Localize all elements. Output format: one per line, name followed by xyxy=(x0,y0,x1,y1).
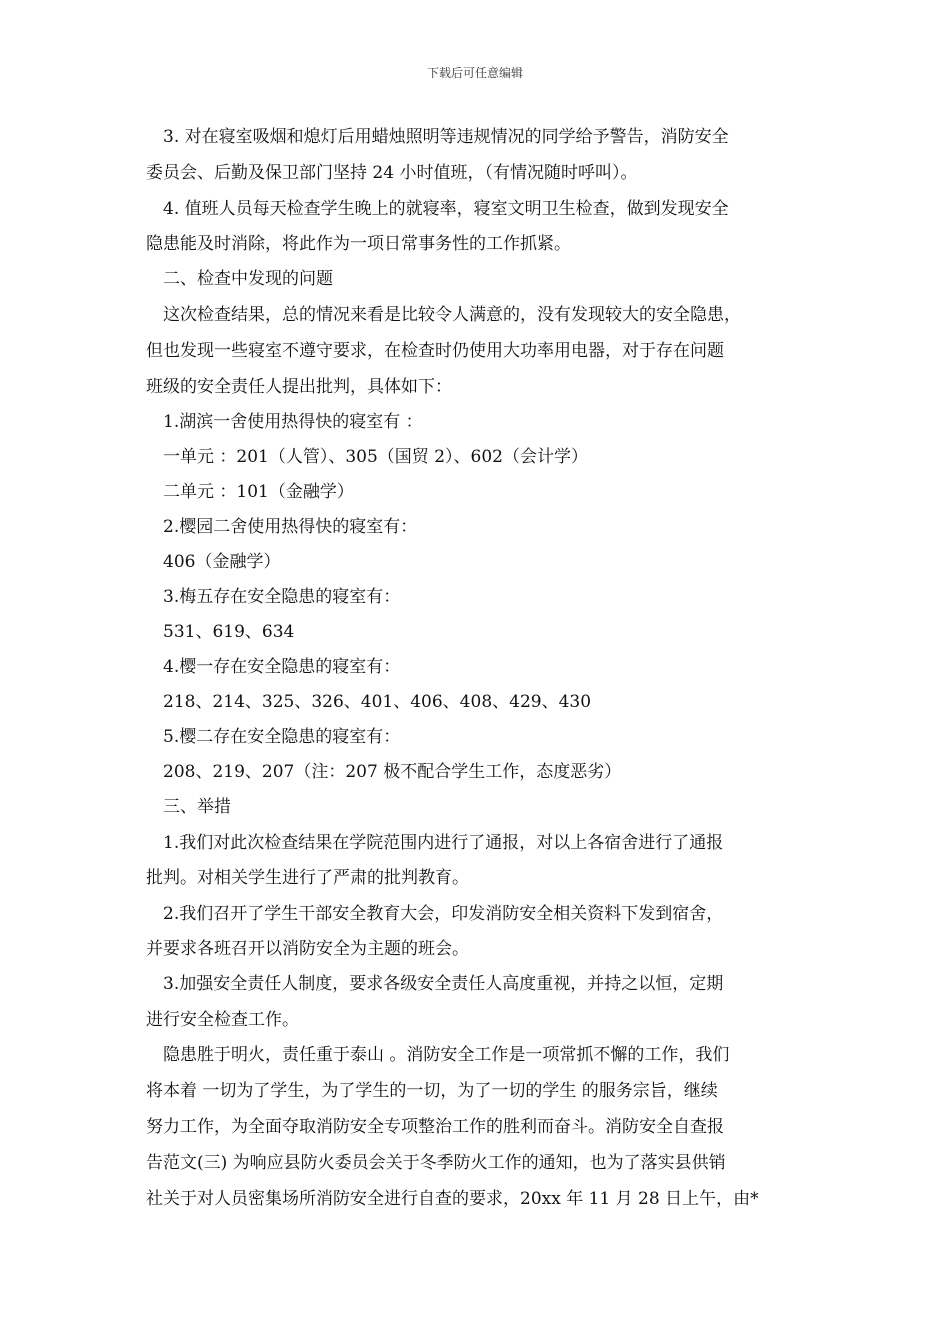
text-line: 这次检查结果，总的情况来看是比较令人满意的，没有发现较大的安全隐患， xyxy=(163,305,741,325)
text-line: 隐患胜于明火，责任重于泰山 。消防安全工作是一项常抓不懈的工作，我们 xyxy=(163,1045,730,1065)
text-line: 二单元 ：101（金融学） xyxy=(163,482,354,502)
text-line: 进行安全检查工作。 xyxy=(146,1010,299,1030)
text-line: 3.梅五存在安全隐患的寝室有： xyxy=(163,587,401,607)
text-line: 4.樱一存在安全隐患的寝室有： xyxy=(163,657,401,677)
text-line: 4. 值班人员每天检查学生晚上的就寝率，寝室文明卫生检查，做到发现安全 xyxy=(163,199,729,219)
text-line: 一单元 ：201（人管）、305（国贸 2）、602（会计学） xyxy=(163,447,588,467)
text-line: 将本着 一切为了学生，为了学生的一切，为了一切的学生 的服务宗旨，继续 xyxy=(146,1081,718,1101)
text-line: 218、214、325、326、401、406、408、429、430 xyxy=(163,692,592,712)
text-line: 批判。对相关学生进行了严肃的批判教育。 xyxy=(146,868,469,888)
text-line: 社关于对人员密集场所消防安全进行自查的要求，20xx 年 11 月 28 日上午，由* xyxy=(146,1189,759,1209)
text-line: 三、举措 xyxy=(163,797,231,817)
text-line: 3. 对在寝室吸烟和熄灯后用蜡烛照明等违规情况的同学给予警告，消防安全 xyxy=(163,127,729,147)
text-line: 1.湖滨一舍使用热得快的寝室有 ： xyxy=(163,412,423,432)
text-line: 但也发现一些寝室不遵守要求，在检查时仍使用大功率用电器，对于存在问题 xyxy=(146,341,724,361)
text-line: 告范文(三) 为响应县防火委员会关于冬季防火工作的通知，也为了落实县供销 xyxy=(146,1153,726,1173)
text-line: 3.加强安全责任人制度，要求各级安全责任人高度重视，并持之以恒，定期 xyxy=(163,974,724,994)
text-line: 二、检查中发现的问题 xyxy=(163,269,333,289)
text-line: 班级的安全责任人提出批判，具体如下： xyxy=(146,377,452,397)
text-line: 531、619、634 xyxy=(163,622,295,642)
text-line: 努力工作，为全面夺取消防安全专项整治工作的胜利而奋斗。消防安全自查报 xyxy=(146,1117,724,1137)
text-line: 406（金融学） xyxy=(163,552,281,572)
text-line: 2.樱园二舍使用热得快的寝室有： xyxy=(163,517,418,537)
text-line: 隐患能及时消除，将此作为一项日常事务性的工作抓紧。 xyxy=(146,234,571,254)
text-line: 2.我们召开了学生干部安全教育大会，印发消防安全相关资料下发到宿舍， xyxy=(163,904,724,924)
text-line: 208、219、207（注：207 极不配合学生工作，态度恶劣） xyxy=(163,762,622,782)
text-line: 并要求各班召开以消防安全为主题的班会。 xyxy=(146,939,469,959)
page-header: 下载后可任意编辑 xyxy=(426,66,523,80)
text-line: 1.我们对此次检查结果在学院范围内进行了通报，对以上各宿舍进行了通报 xyxy=(163,833,724,853)
text-line: 委员会、后勤及保卫部门坚持 24 小时值班，（有情况随时呼叫）。 xyxy=(146,163,638,183)
text-line: 5.樱二存在安全隐患的寝室有： xyxy=(163,727,401,747)
